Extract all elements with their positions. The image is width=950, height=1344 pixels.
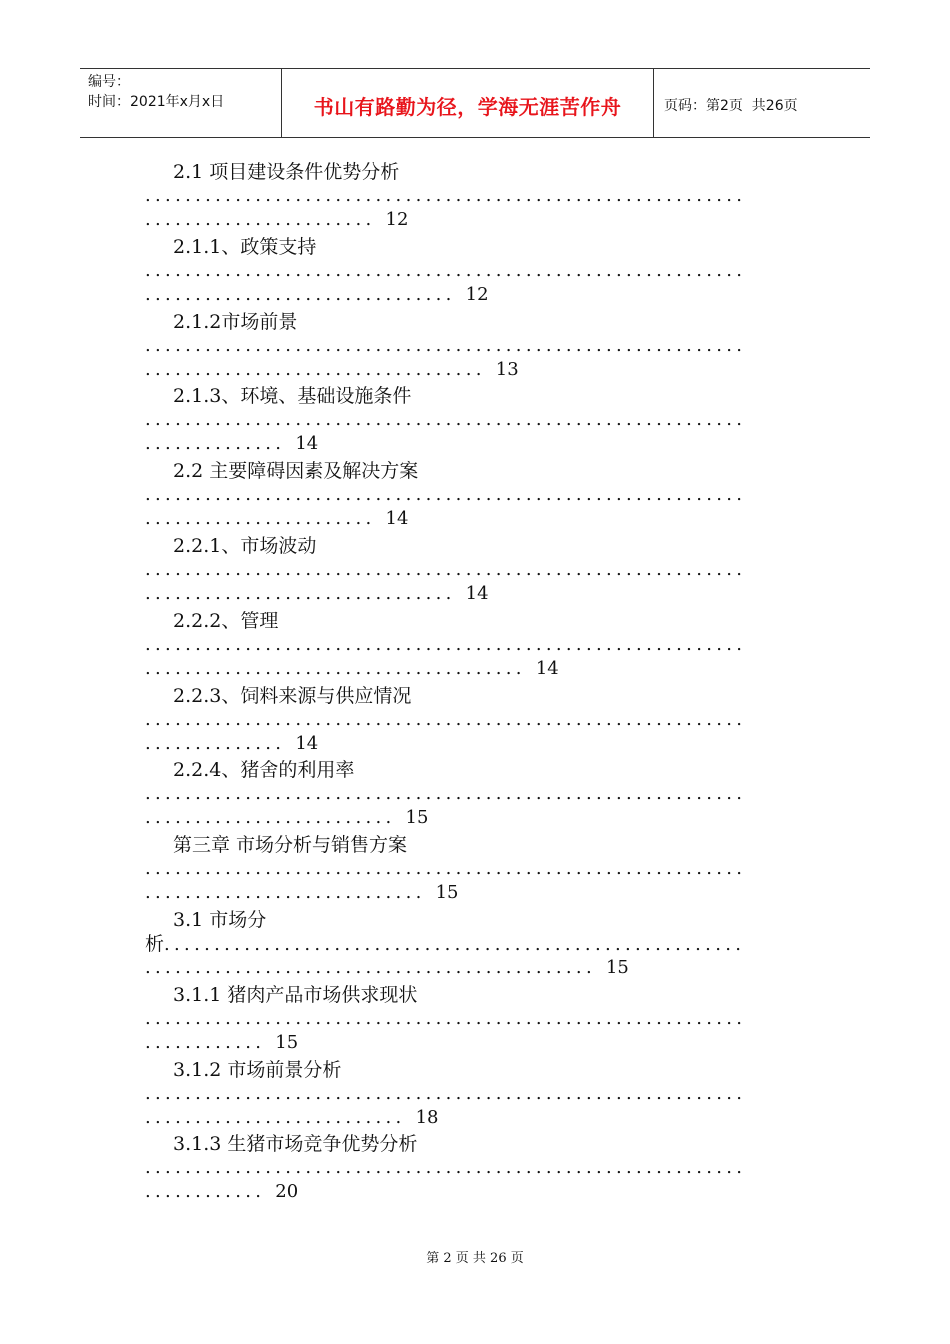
toc-dot-leader: .............. [145,732,286,754]
toc-entry[interactable] [145,607,805,682]
toc-entry-title: 2.1.2市场前景 [173,310,298,333]
toc-dot-leader: .................................. [145,358,486,380]
toc-dot-leader: ............................ [145,882,426,904]
toc-entry[interactable] [145,233,805,308]
toc-entry-title: 2.2 主要障碍因素及解决方案 [173,460,419,483]
toc-entry-leader-line [145,1031,298,1055]
toc-entry-page-number: 13 [495,358,519,380]
toc-dot-leader: ............................................................ [145,1007,747,1029]
toc-dot-leader: ............................................................ [145,858,747,880]
toc-entry-leader-line [145,732,318,756]
toc-entry-title: 3.1 市场分 [173,908,267,931]
toc-entry-title: 2.2.3、饲料来源与供应情况 [173,684,412,707]
toc-dot-leader: ............................................................ [145,334,747,356]
toc-dot-leader: ............................................. [145,956,596,978]
toc-entry[interactable] [145,382,805,457]
header-meta [80,69,282,137]
toc-entry-title: 3.1.3 生猪市场竞争优势分析 [173,1133,418,1156]
toc-entry[interactable] [145,457,805,532]
toc-dot-leader: 析.......................................................... [145,932,746,955]
toc-entry[interactable] [145,756,805,831]
toc-entry-leader-line [145,208,408,232]
doc-time-label: 时间：2021年x月x日 [88,94,225,110]
toc-dot-leader: ............................................................ [145,484,747,506]
toc-dot-leader: ............................... [145,283,456,305]
toc-dot-leader: ............................................................ [145,783,747,805]
header-motto: 书山有路勤为径，学海无涯苦作舟 [313,94,622,119]
toc-entry-leader-line [145,358,519,382]
toc-entry-page-number: 18 [415,1106,439,1128]
toc-entry-leader-line [145,582,489,606]
toc-entry-page-number: 14 [465,582,489,604]
toc-dot-leader: ....................... [145,508,376,530]
toc-entry-leader-line [145,432,318,456]
toc-entry-leader-line [145,507,408,531]
toc-entry-title: 3.1.2 市场前景分析 [173,1058,342,1081]
toc-dot-leader: ............................................................ [145,1157,747,1179]
toc-entry-page-number: 15 [435,882,459,904]
toc-entry-leader-line [145,657,559,681]
toc-dot-leader: .......................... [145,1106,406,1128]
toc-entry-page-number: 15 [275,1031,299,1053]
toc-entry-title: 2.2.4、猪舍的利用率 [173,759,355,782]
toc-entry-page-number: 12 [385,209,409,230]
toc-dot-leader: ............................... [145,582,456,604]
toc-entry-title: 2.2.1、市场波动 [173,534,317,557]
toc-dot-leader: .............. [145,433,286,455]
toc-dot-leader: ......................... [145,807,396,829]
toc-entry[interactable] [145,981,805,1056]
toc-entry-page-number: 14 [295,433,319,455]
toc-entry[interactable] [145,831,805,906]
toc-entry-leader-line [145,283,489,307]
toc-entry-page-number: 14 [295,732,319,754]
toc-entry[interactable] [145,906,805,981]
toc-entry[interactable] [145,532,805,607]
toc-entry-page-number: 14 [535,657,559,679]
toc-dot-leader: ....................... [145,209,376,230]
toc-entry[interactable] [145,308,805,383]
toc-entry[interactable] [145,682,805,757]
toc-entry-title: 3.1.1 猪肉产品市场供求现状 [173,983,418,1006]
toc-dot-leader: ............ [145,1031,266,1053]
page-footer: 第 2 页 共 26 页 [426,1251,524,1266]
toc-entry[interactable] [145,1056,805,1131]
toc-entry-page-number: 14 [385,508,409,530]
toc-entry-page-number: 20 [275,1181,299,1203]
toc-dot-leader: ............................................................ [145,708,747,730]
toc-entry[interactable] [145,1130,805,1205]
toc-dot-leader: ............................................................ [145,409,747,431]
toc-entry-leader-line [145,806,428,830]
toc-entry-page-number: 15 [605,956,629,978]
toc-entry-title: 2.1 项目建设条件优势分析 [173,161,400,183]
header-motto-cell [282,69,654,137]
toc-entry-page-number: 15 [405,807,429,829]
toc-entry-leader-line [145,1180,298,1204]
toc-dot-leader: ............ [145,1181,266,1203]
toc-dot-leader: ............................................................ [145,633,747,655]
toc-entry-title: 2.1.3、环境、基础设施条件 [173,385,412,408]
document-header [80,68,870,138]
header-page-info: 页码：第2页 共26页 [664,98,798,114]
toc-dot-leader: ............................................................ [145,558,747,580]
toc-entry-leader-line [145,956,629,980]
table-of-contents [145,158,805,1205]
toc-dot-leader: ............................................................ [145,1082,747,1104]
toc-entry-title: 2.1.1、政策支持 [173,235,317,258]
toc-dot-leader: ...................................... [145,657,526,679]
toc-dot-leader: ............................................................ [145,259,747,281]
header-page-cell [654,69,870,137]
toc-entry-leader-line [145,1106,438,1130]
toc-entry-title: 2.2.2、管理 [173,609,279,632]
toc-entry-title-wrap: 析 [145,932,165,955]
toc-entry-leader-line [145,881,459,905]
toc-entry-page-number: 12 [465,283,489,305]
toc-entry[interactable] [145,158,805,233]
doc-number-label: 编号： [88,74,130,90]
toc-dot-leader: ............................................................ [145,185,747,206]
toc-entry-title: 第三章 市场分析与销售方案 [173,834,408,857]
